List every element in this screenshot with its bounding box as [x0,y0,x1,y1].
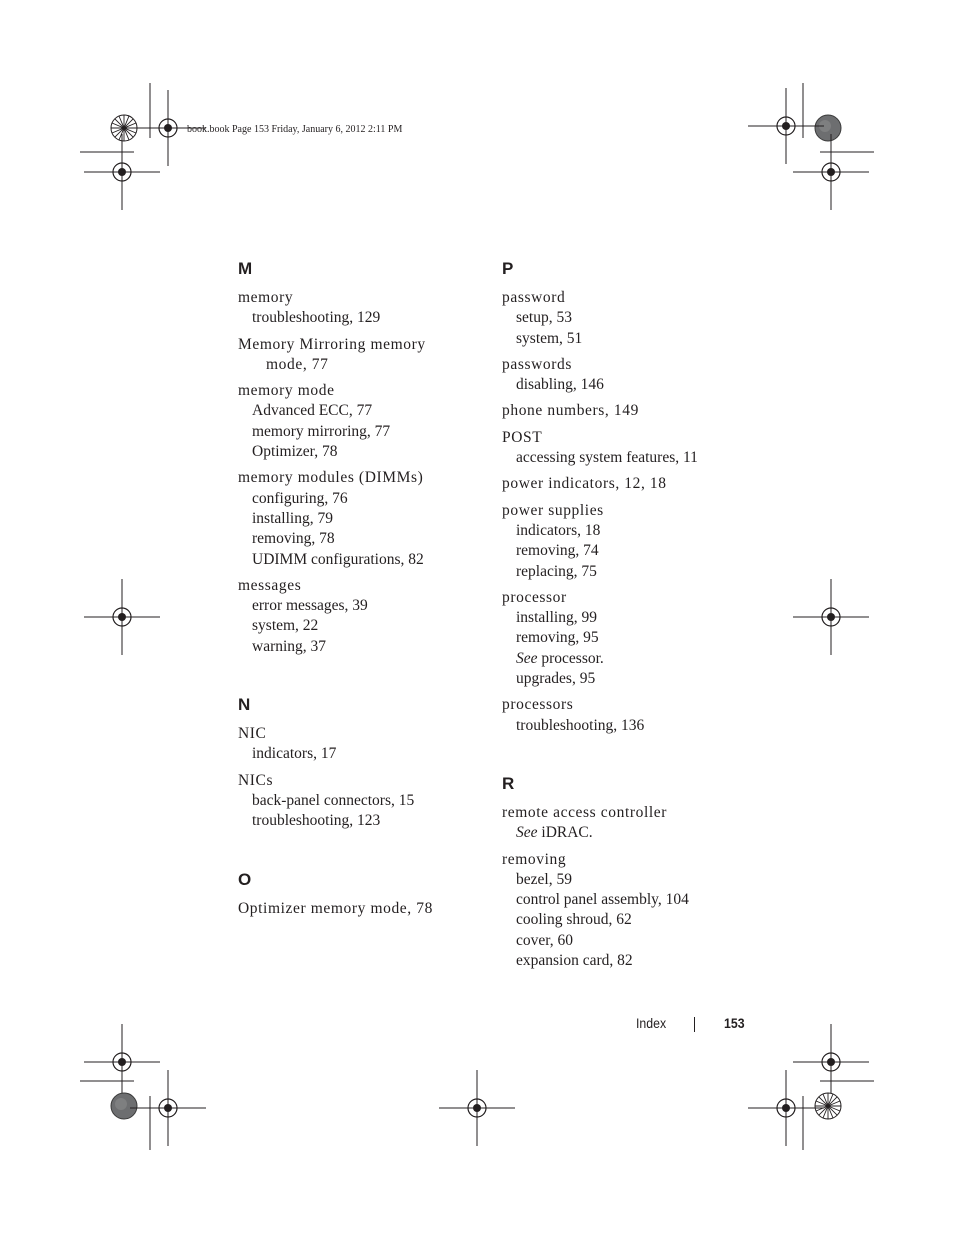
index-subentry: system, 22 [252,617,319,635]
index-section [502,774,732,971]
index-section [238,695,468,831]
see-reference: See [516,649,538,667]
index-subentry: removing, 74 [516,542,599,560]
section-letter: R [502,773,515,793]
index-entry [502,695,732,736]
registration-target-icon [84,134,160,210]
subentry-text: processor. [537,649,604,667]
index-subentry: memory mirroring, 77 [252,422,391,440]
index-term: memory [238,289,294,306]
page-number: 153 [724,1015,745,1031]
index-subentry: accessing system features, 11 [516,449,698,467]
index-subentry: troubleshooting, 123 [252,812,381,830]
index-term: password [502,289,566,306]
index-subentry: removing, 95 [516,629,599,647]
index-term: passwords [502,355,572,373]
registration-gray-icon [111,1093,137,1119]
index-term: POST [502,428,543,446]
registration-gray-icon [815,115,841,141]
registration-target-icon [793,579,869,655]
index-entry [502,803,732,844]
index-subentry: indicators, 18 [516,521,601,539]
index-subentry: Advanced ECC, 77 [252,402,373,420]
registration-target-icon [439,1070,515,1146]
index-entry [502,588,732,689]
section-letter: M [238,259,253,278]
index-entry [502,288,732,349]
index-entry [502,474,732,494]
index-subentry: system, 51 [516,329,583,347]
index-entry [502,850,732,972]
index-subentry: removing, 78 [252,530,335,548]
index-subentry: troubleshooting, 136 [516,716,645,734]
index-term-continued: mode, 77 [266,355,329,373]
index-term: Optimizer memory mode, 78 [238,899,433,917]
index-subentry [502,649,732,669]
registration-target-icon [793,1024,869,1100]
index-entry [502,355,732,396]
index-subentry: disabling, 146 [516,376,604,394]
index-column-right [502,259,732,1009]
footer-section-label: Index [636,1015,667,1031]
index-entry [238,724,468,765]
section-letter: N [238,695,251,715]
index-term: messages [238,576,302,594]
index-entry [238,288,468,329]
index-subentry: cover, 60 [516,931,574,949]
index-subentry: installing, 79 [252,509,333,527]
index-term: processors [502,696,574,714]
index-subentry: cooling shroud, 62 [516,911,632,929]
index-column-left [238,259,468,957]
index-entry [502,401,732,421]
subentry-text: iDRAC. [537,824,593,842]
index-entry [502,428,732,469]
index-subentry: setup, 53 [516,309,572,327]
index-section [238,259,468,657]
index-subentry: bezel, 59 [516,870,572,888]
registration-target-icon [748,1070,824,1146]
index-subentry: upgrades, 95 [516,670,596,688]
index-subentry: troubleshooting, 129 [252,309,381,327]
index-entry [502,501,732,582]
registration-target-icon [84,579,160,655]
index-term: Memory Mirroring memory [238,335,426,353]
index-subentry: back-panel connectors, 15 [252,791,415,809]
footer-divider [694,1017,695,1032]
registration-target-icon [84,1024,160,1100]
index-subentry: control panel assembly, 104 [516,891,689,909]
index-entry [238,335,468,376]
index-term: memory modules (DIMMs) [238,469,424,487]
index-subentry: warning, 37 [252,637,327,655]
registration-star-icon [815,1093,841,1119]
index-term: memory mode [238,382,335,400]
index-term: remote access controller [502,803,668,821]
index-subentry: installing, 99 [516,609,597,627]
index-entry [238,899,468,919]
index-entry [238,381,468,462]
index-term: NICs [238,771,274,789]
section-letter: P [502,259,514,278]
index-subentry: indicators, 17 [252,745,337,763]
index-subentry: UDIMM configurations, 82 [252,550,424,568]
index-subentry: expansion card, 82 [516,952,633,970]
index-subentry: Optimizer, 78 [252,443,338,461]
index-term: power indicators, 12, 18 [502,475,667,493]
index-entry [238,771,468,832]
index-term: removing [502,850,567,868]
index-term: NIC [238,725,267,743]
index-subentry: error messages, 39 [252,597,368,615]
index-entry [238,468,468,569]
index-section [238,870,468,919]
index-subentry [502,823,732,843]
print-slug: book.book Page 153 Friday, January 6, 2012 2:11 PM [187,124,403,135]
registration-target-icon [793,134,869,210]
index-term: phone numbers, 149 [502,402,639,420]
index-section [502,259,732,736]
index-subentry: configuring, 76 [252,489,348,507]
index-term: power supplies [502,501,604,519]
index-subentry: replacing, 75 [516,562,597,580]
index-entry [238,576,468,657]
registration-target-icon [748,88,824,164]
index-term: processor [502,588,567,606]
registration-target-icon [130,1070,206,1146]
section-letter: O [238,869,252,889]
see-reference: See [516,824,538,842]
